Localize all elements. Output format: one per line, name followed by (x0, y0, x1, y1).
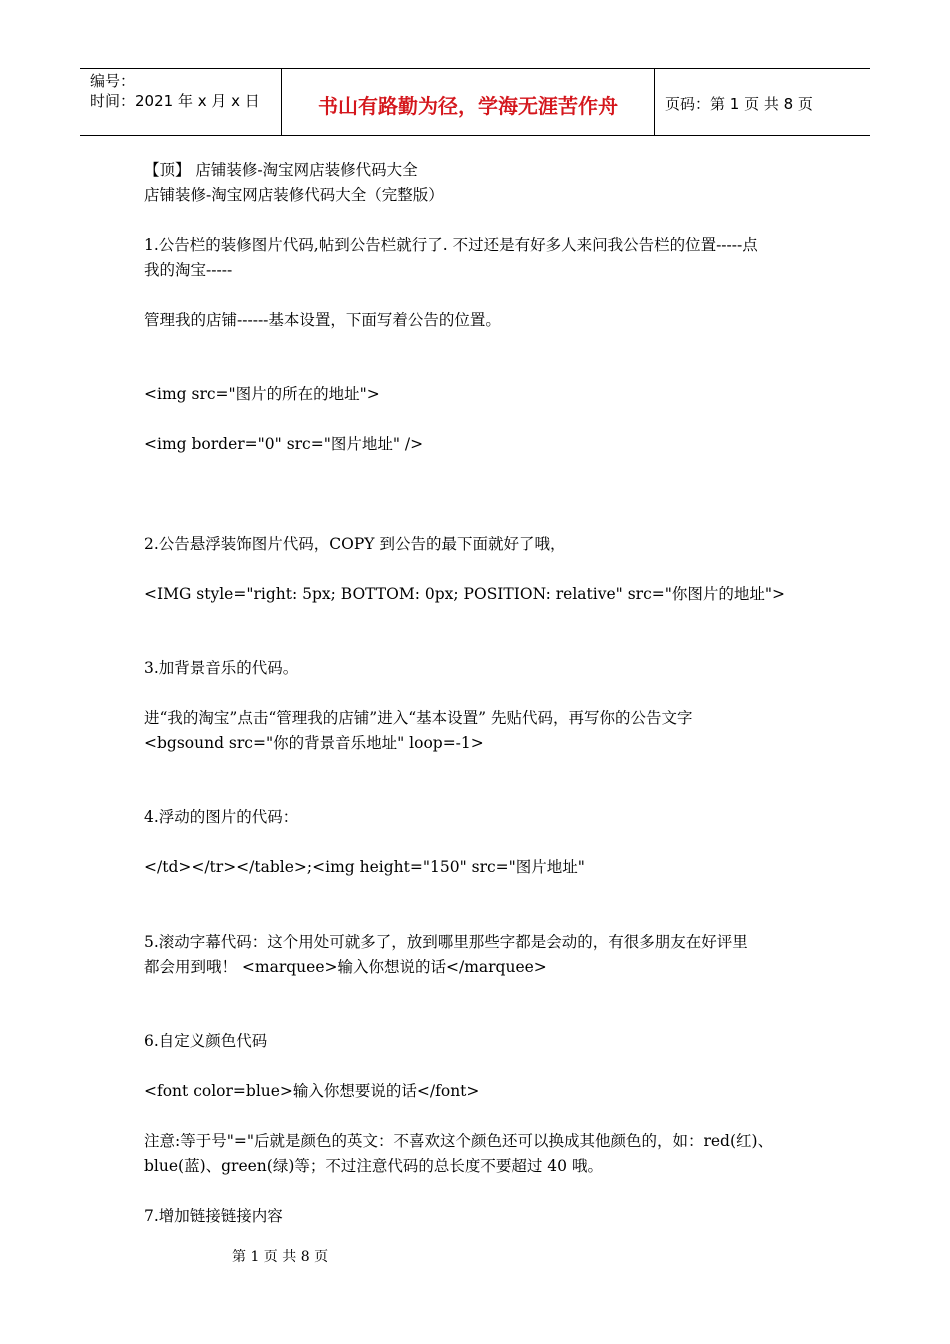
number-label: 编号： (90, 72, 136, 90)
paragraph-line: 我的淘宝----- (144, 261, 233, 279)
paragraph-line: blue(蓝)、green(绿)等；不过注意代码的总长度不要超过 40 哦。 (144, 1157, 603, 1175)
paragraph-line: 进“我的淘宝”点击“管理我的店铺”进入“基本设置” 先贴代码，再写你的公告文字 (144, 709, 693, 727)
paragraph-line: 4.浮动的图片的代码： (144, 808, 299, 826)
paragraph-line: 都会用到哦！ <marquee>输入你想说的话</marquee> (144, 958, 547, 976)
paragraph-line: 7.增加链接链接内容 (144, 1207, 283, 1225)
paragraph-line: 3.加背景音乐的代码。 (144, 659, 299, 677)
header-page-info: 页码：第 1 页 共 8 页 (665, 94, 813, 113)
paragraph-line: 6.自定义颜色代码 (144, 1032, 268, 1050)
paragraph-line: 注意:等于号"="后就是颜色的英文：不喜欢这个颜色还可以换成其他颜色的，如：red(红)、 (144, 1132, 774, 1150)
code-line: <font color=blue>输入你想要说的话</font> (144, 1082, 480, 1100)
code-line: <img border="0" src="图片地址" /> (144, 435, 424, 453)
paragraph-line: 管理我的店铺------基本设置，下面写着公告的位置。 (144, 311, 501, 329)
code-line: <img src="图片的所在的地址"> (144, 385, 380, 403)
code-line: <IMG style="right: 5px; BOTTOM: 0px; POSITION: relative" src="你图片的地址"> (144, 585, 785, 603)
paragraph-line: 5.滚动字幕代码：这个用处可就多了，放到哪里那些字都是会动的，有很多朋友在好评里 (144, 933, 748, 951)
page-header (80, 68, 870, 136)
code-line: </td></tr></table>;<img height="150" src="图片地址" (144, 858, 585, 876)
header-motto: 书山有路勤为径，学海无涯苦作舟 (282, 69, 655, 135)
time-label: 时间：2021 年 x 月 x 日 (90, 92, 260, 110)
paragraph-line: 2.公告悬浮装饰图片代码，COPY 到公告的最下面就好了哦， (144, 535, 566, 553)
doc-subtitle: 店铺装修-淘宝网店装修代码大全（完整版） (144, 186, 444, 204)
paragraph-line: 1.公告栏的装修图片代码,帖到公告栏就行了. 不过还是有好多人来问我公告栏的位置-----点 (144, 236, 758, 254)
doc-title: 【顶】 店铺装修-淘宝网店装修代码大全 (144, 161, 418, 179)
page-footer: 第 1 页 共 8 页 (232, 1249, 329, 1265)
code-line: <bgsound src="你的背景音乐地址" loop=-1> (144, 734, 484, 752)
header-meta (80, 69, 282, 135)
